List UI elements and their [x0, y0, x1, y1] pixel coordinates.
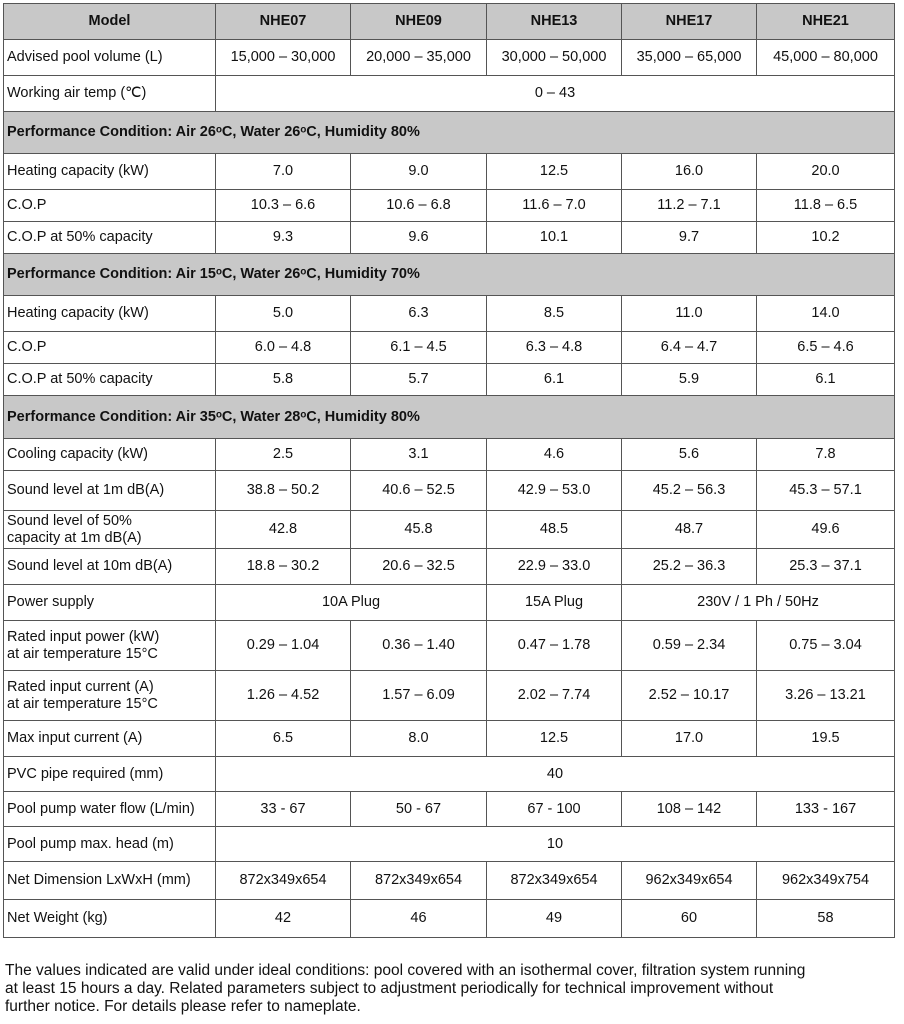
value-cell: 6.4 – 4.7 [622, 332, 757, 364]
row-label [4, 792, 216, 827]
table-row [4, 471, 895, 511]
value-cell: 33 - 67 [216, 792, 351, 827]
value-cell: 45.3 – 57.1 [757, 471, 895, 511]
row-label [4, 549, 216, 585]
row-label [4, 76, 216, 112]
row-label [4, 862, 216, 900]
row-label [4, 40, 216, 76]
value-cell: 40 [216, 757, 895, 792]
table-row [4, 827, 895, 862]
row-label-line: Rated input power (kW) [7, 628, 160, 645]
table-row [4, 671, 895, 721]
value-cell: 30,000 – 50,000 [487, 40, 622, 76]
row-label-line: at air temperature 15°C [7, 645, 158, 662]
spec-table-body [4, 40, 895, 938]
value-cell: 7.0 [216, 154, 351, 190]
table-row [4, 549, 895, 585]
value-cell: 50 - 67 [351, 792, 487, 827]
value-cell: 40.6 – 52.5 [351, 471, 487, 511]
section-title: Performance Condition: Air 15ᵒC, Water 26ᵒC, Humidity 70% [4, 254, 895, 296]
value-cell: 42.8 [216, 511, 351, 549]
header-cell-nhe07: NHE07 [216, 4, 351, 40]
value-cell: 48.5 [487, 511, 622, 549]
value-cell: 20.6 – 32.5 [351, 549, 487, 585]
value-cell: 45.8 [351, 511, 487, 549]
row-label [4, 296, 216, 332]
value-cell: 48.7 [622, 511, 757, 549]
section-row [4, 112, 895, 154]
row-label [4, 222, 216, 254]
value-cell: 8.5 [487, 296, 622, 332]
row-label [4, 332, 216, 364]
value-cell: 38.8 – 50.2 [216, 471, 351, 511]
row-label-line: C.O.P [7, 339, 47, 355]
header-row [4, 4, 895, 40]
row-label [4, 439, 216, 471]
value-cell: 133 - 167 [757, 792, 895, 827]
row-label-line: capacity at 1m dB(A) [7, 529, 142, 546]
value-cell: 0.75 – 3.04 [757, 621, 895, 671]
value-cell: 49.6 [757, 511, 895, 549]
value-cell: 12.5 [487, 154, 622, 190]
row-label [4, 471, 216, 511]
value-cell: 1.57 – 6.09 [351, 671, 487, 721]
header-cell-nhe09: NHE09 [351, 4, 487, 40]
footnote-line: at least 15 hours a day. Related parameters subject to adjustment periodically for technical improvement without [5, 980, 774, 997]
value-cell: 2.5 [216, 439, 351, 471]
footnote-line: further notice. For details please refer to nameplate. [5, 998, 361, 1015]
value-cell: 15A Plug [487, 585, 622, 621]
table-row [4, 511, 895, 549]
value-cell: 10.6 – 6.8 [351, 190, 487, 222]
value-cell: 15,000 – 30,000 [216, 40, 351, 76]
value-cell: 3.26 – 13.21 [757, 671, 895, 721]
row-label-line: Cooling capacity (kW) [7, 446, 149, 462]
row-label [4, 671, 216, 721]
table-row [4, 900, 895, 938]
value-cell: 962x349x654 [622, 862, 757, 900]
value-cell: 10 [216, 827, 895, 862]
value-cell: 3.1 [351, 439, 487, 471]
value-cell: 60 [622, 900, 757, 938]
value-cell: 45.2 – 56.3 [622, 471, 757, 511]
value-cell: 6.3 [351, 296, 487, 332]
value-cell: 7.8 [757, 439, 895, 471]
row-label [4, 511, 216, 549]
row-label [4, 585, 216, 621]
row-label-line: C.O.P [7, 197, 47, 213]
value-cell: 5.8 [216, 364, 351, 396]
value-cell: 108 – 142 [622, 792, 757, 827]
value-cell: 5.9 [622, 364, 757, 396]
row-label-line: Net Weight (kg) [7, 910, 108, 926]
table-row [4, 792, 895, 827]
footnote [5, 962, 903, 1016]
footnote-line: The values indicated are valid under ideal conditions: pool covered with an isothermal cover, filtration system running [5, 962, 806, 979]
value-cell: 20,000 – 35,000 [351, 40, 487, 76]
table-row [4, 621, 895, 671]
value-cell: 17.0 [622, 721, 757, 757]
table-row [4, 364, 895, 396]
table-row [4, 439, 895, 471]
value-cell: 14.0 [757, 296, 895, 332]
value-cell: 19.5 [757, 721, 895, 757]
value-cell: 9.3 [216, 222, 351, 254]
value-cell: 872x349x654 [351, 862, 487, 900]
value-cell: 1.26 – 4.52 [216, 671, 351, 721]
value-cell: 6.1 – 4.5 [351, 332, 487, 364]
value-cell: 12.5 [487, 721, 622, 757]
value-cell: 58 [757, 900, 895, 938]
header-cell-model: Model [4, 4, 216, 40]
value-cell: 45,000 – 80,000 [757, 40, 895, 76]
value-cell: 10A Plug [216, 585, 487, 621]
row-label-line: Power supply [7, 594, 95, 610]
table-row [4, 40, 895, 76]
value-cell: 10.2 [757, 222, 895, 254]
section-title: Performance Condition: Air 35ᵒC, Water 28ᵒC, Humidity 80% [4, 396, 895, 439]
value-cell: 872x349x654 [216, 862, 351, 900]
row-label [4, 827, 216, 862]
value-cell: 2.52 – 10.17 [622, 671, 757, 721]
value-cell: 6.1 [487, 364, 622, 396]
table-row [4, 154, 895, 190]
value-cell: 6.1 [757, 364, 895, 396]
value-cell: 5.7 [351, 364, 487, 396]
value-cell: 11.0 [622, 296, 757, 332]
value-cell: 11.8 – 6.5 [757, 190, 895, 222]
header-cell-nhe13: NHE13 [487, 4, 622, 40]
row-label-line: Sound level of 50% [7, 512, 132, 529]
row-label-line: PVC pipe required (mm) [7, 765, 164, 782]
value-cell: 6.5 – 4.6 [757, 332, 895, 364]
row-label [4, 721, 216, 757]
table-row [4, 190, 895, 222]
row-label-line: at air temperature 15°C [7, 695, 158, 712]
row-label [4, 757, 216, 792]
section-title: Performance Condition: Air 26ᵒC, Water 26ᵒC, Humidity 80% [4, 112, 895, 154]
value-cell: 0.36 – 1.40 [351, 621, 487, 671]
value-cell: 18.8 – 30.2 [216, 549, 351, 585]
row-label-line: Heating capacity (kW) [7, 163, 149, 179]
section-row [4, 254, 895, 296]
value-cell: 11.6 – 7.0 [487, 190, 622, 222]
row-label-line: C.O.P at 50% capacity [7, 371, 153, 387]
row-label-line: C.O.P at 50% capacity [7, 229, 153, 245]
value-cell: 25.3 – 37.1 [757, 549, 895, 585]
table-row [4, 76, 895, 112]
value-cell: 9.7 [622, 222, 757, 254]
table-row [4, 757, 895, 792]
value-cell: 5.0 [216, 296, 351, 332]
value-cell: 42 [216, 900, 351, 938]
value-cell: 35,000 – 65,000 [622, 40, 757, 76]
row-label-line: Pool pump max. head (m) [7, 835, 174, 852]
value-cell: 16.0 [622, 154, 757, 190]
row-label-line: Net Dimension LxWxH (mm) [7, 872, 191, 888]
table-row [4, 862, 895, 900]
section-row [4, 396, 895, 439]
row-label-line: Sound level at 1m dB(A) [7, 482, 165, 498]
row-label [4, 900, 216, 938]
value-cell: 10.3 – 6.6 [216, 190, 351, 222]
value-cell: 230V / 1 Ph / 50Hz [622, 585, 895, 621]
value-cell: 2.02 – 7.74 [487, 671, 622, 721]
row-label-line: Max input current (A) [7, 730, 143, 746]
value-cell: 6.3 – 4.8 [487, 332, 622, 364]
value-cell: 6.5 [216, 721, 351, 757]
row-label-line: Sound level at 10m dB(A) [7, 558, 173, 574]
table-row [4, 222, 895, 254]
value-cell: 49 [487, 900, 622, 938]
value-cell: 0 – 43 [216, 76, 895, 112]
value-cell: 6.0 – 4.8 [216, 332, 351, 364]
header-cell-nhe21: NHE21 [757, 4, 895, 40]
row-label [4, 364, 216, 396]
row-label-line: Pool pump water flow (L/min) [7, 800, 195, 817]
value-cell: 67 - 100 [487, 792, 622, 827]
value-cell: 42.9 – 53.0 [487, 471, 622, 511]
row-label-line: Advised pool volume (L) [7, 49, 163, 65]
value-cell: 9.6 [351, 222, 487, 254]
row-label [4, 190, 216, 222]
value-cell: 0.59 – 2.34 [622, 621, 757, 671]
value-cell: 0.47 – 1.78 [487, 621, 622, 671]
table-row [4, 332, 895, 364]
table-row [4, 296, 895, 332]
value-cell: 25.2 – 36.3 [622, 549, 757, 585]
table-row [4, 585, 895, 621]
value-cell: 4.6 [487, 439, 622, 471]
value-cell: 962x349x754 [757, 862, 895, 900]
value-cell: 8.0 [351, 721, 487, 757]
row-label [4, 154, 216, 190]
value-cell: 5.6 [622, 439, 757, 471]
value-cell: 9.0 [351, 154, 487, 190]
spec-table [3, 3, 895, 938]
value-cell: 10.1 [487, 222, 622, 254]
value-cell: 46 [351, 900, 487, 938]
value-cell: 0.29 – 1.04 [216, 621, 351, 671]
value-cell: 11.2 – 7.1 [622, 190, 757, 222]
row-label [4, 621, 216, 671]
value-cell: 22.9 – 33.0 [487, 549, 622, 585]
row-label-line: Heating capacity (kW) [7, 305, 149, 321]
row-label-line: Working air temp (℃) [7, 85, 147, 101]
value-cell: 872x349x654 [487, 862, 622, 900]
table-row [4, 721, 895, 757]
row-label-line: Rated input current (A) [7, 678, 154, 695]
value-cell: 20.0 [757, 154, 895, 190]
header-cell-nhe17: NHE17 [622, 4, 757, 40]
